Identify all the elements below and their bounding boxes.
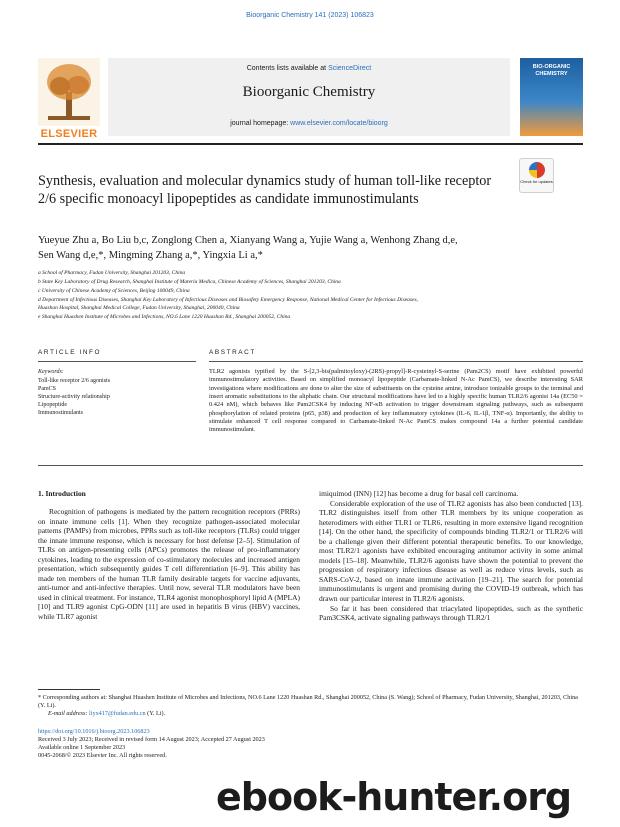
author-list bbox=[38, 233, 583, 263]
homepage-link[interactable]: www.elsevier.com/locate/bioorg bbox=[290, 120, 388, 127]
info-rule bbox=[38, 361, 196, 362]
crossmark-icon bbox=[529, 162, 545, 178]
check-for-updates-button[interactable] bbox=[519, 158, 554, 193]
homepage-prefix: journal homepage: bbox=[230, 120, 291, 127]
header-divider bbox=[38, 143, 583, 145]
keyword: Toll-like receptor 2/6 agonists bbox=[38, 378, 111, 384]
section-heading: 1. Introduction bbox=[38, 489, 86, 498]
article-info-heading: ARTICLE INFO bbox=[38, 349, 102, 356]
publication-footer bbox=[38, 728, 583, 760]
corresponding-authors-note: * Corresponding authors at: Shanghai Huashen Institute of Microbes and Infections, NO.6 Lane 1220 Huashan Rd., Shanghai 200052, China (S. Wang); School of Pharmacy, Fudan University, Shanghai, 201203, China (Y. Li). bbox=[38, 694, 578, 709]
email-label: E-mail address: bbox=[48, 710, 90, 717]
left-column bbox=[38, 507, 300, 622]
affiliation: c University of Chinese Academy of Sciences, Beijing 100049, China bbox=[38, 288, 190, 294]
keyword: Immunostimulants bbox=[38, 410, 83, 416]
abstract-rule bbox=[209, 361, 583, 362]
doi-link[interactable]: https://doi.org/10.1016/j.bioorg.2023.106823 bbox=[38, 728, 150, 735]
authors-line: Yueyue Zhu a, Bo Liu b,c, Zonglong Chen a, Xianyang Wang a, Yujie Wang a, Wenhong Zhang d,e, bbox=[38, 235, 458, 246]
journal-banner bbox=[108, 58, 510, 136]
journal-reference[interactable]: Bioorganic Chemistry 141 (2023) 106823 bbox=[246, 12, 374, 19]
paragraph: So far it has been considered that triacylated lipopeptides, such as the synthetic Pam3CSK4, activate signaling pathways through TLR2/1 bbox=[319, 603, 583, 623]
journal-header bbox=[38, 58, 583, 140]
affiliation: b State Key Laboratory of Drug Research, Shanghai Institute of Materia Medica, Chinese Academy of Sciences, Shanghai 201203, China bbox=[38, 279, 341, 285]
footnote-rule bbox=[38, 689, 100, 690]
email-line bbox=[38, 710, 583, 718]
footnote bbox=[38, 694, 583, 718]
email-link[interactable]: liyx417@fudan.edu.cn bbox=[89, 710, 146, 717]
contents-prefix: Contents lists available at bbox=[246, 65, 329, 72]
keywords-title: Keywords: bbox=[38, 369, 64, 375]
abstract-bottom-rule bbox=[38, 465, 583, 466]
contents-line bbox=[108, 65, 510, 72]
affiliation: d Department of Infectious Diseases, Shanghai Key Laboratory of Infectious Diseases and Biosafety Emergency Response, National Medical Center for Infectious Diseases, bbox=[38, 297, 418, 303]
keyword: Lipopeptide bbox=[38, 402, 67, 408]
available-online: Available online 1 September 2023 bbox=[38, 744, 126, 751]
abstract-heading: ABSTRACT bbox=[209, 349, 256, 356]
keyword: PamCS bbox=[38, 386, 57, 392]
abstract-text: TLR2 agonists typified by the S-[2,3-bis(palmitoyloxy)-(2RS)-propyl]-R-cysteinyl-S-serine (Pam2CS) motif have exhibited powerful immunostimulatory activities. Based on simplified monoacyl lipopeptide (Carbamate-linked N-Ac PamCS), we describe interesting SAR investigations where modifications are done to alter the size of substituents on the cysteine amine, introduce ionizable groups to the terminal and insert aromatic substitutions to the aliphatic chain. Our structural modifications have led to a highly specific human TLR2/6 agonist 14a (EC50 = 0.424 nM), which behaves like Pam2CSK4 by inducing NF-κB activation to trigger downstream signaling pathways, such as subsequent phosphorylation of related proteins (p65, p38) and production of key inflammatory cytokines (IL-6, IL-1β, TNF-α). Importantly, the ability to stimulate enhanced T cell response compared to Carbamate-linked N-Ac PamCS makes compound 14a a further potential candidate immunostimulant. bbox=[209, 368, 583, 434]
affiliation: e Shanghai Huashen Institute of Microbes and Infections, NO.6 Lane 1220 Huashan Rd., Shanghai 200052, China bbox=[38, 314, 291, 320]
watermark: ebook-hunter.org bbox=[216, 775, 572, 819]
homepage-line bbox=[108, 120, 510, 127]
elsevier-logo bbox=[38, 58, 100, 140]
check-updates-label: Check for updates bbox=[520, 179, 553, 184]
received-dates: Received 3 July 2023; Received in revised form 14 August 2023; Accepted 27 August 2023 bbox=[38, 736, 265, 743]
paragraph: imiquimod (INN) [12] has become a drug for basal cell carcinoma. bbox=[319, 489, 519, 498]
right-column bbox=[319, 489, 583, 623]
journal-name: Bioorganic Chemistry bbox=[242, 84, 376, 100]
affiliation: a School of Pharmacy, Fudan University, Shanghai 201203, China bbox=[38, 270, 186, 276]
keyword: Structure-activity relationship bbox=[38, 394, 110, 400]
affiliation: Huashan Hospital, Shanghai Medical College, Fudan University, Shanghai, 200040, China bbox=[38, 305, 240, 311]
copyright: 0045-2068/© 2023 Elsevier Inc. All rights reserved. bbox=[38, 752, 167, 759]
journal-cover-image[interactable] bbox=[520, 58, 583, 136]
authors-line: Sen Wang d,e,*, Mingming Zhang a,*, Yingxia Li a,* bbox=[38, 250, 263, 261]
email-suffix: (Y. Li). bbox=[145, 710, 166, 717]
paragraph: Recognition of pathogens is mediated by the pattern recognition receptors (PRRs) on innate immune cells [1]. When they recognize pathogen-associated molecular patterns (PAMPs) from microbes, PPRs such as toll-like receptors (TLRs) could trigger the innate immune response, which is necessary for host defense [2–5]. Stimulation of TLRs on antigen-presenting cells (APCs) promotes the release of pro-inflammatory cytokines, leading to the expression of co-stimulatory molecules and increased antigen presentation, which subsequently guides T cell differentiation [6–9]. This ability has made ten members of the human TLR family desirable targets for vaccine adjuvants, anti-tumor and anti-infective therapies. Until now, several TLR modulators have been used in clinical treatment. For instance, TLR4 agonist monophosphoryl lipid A (MPLA) [10] and TLR9 agonist CpG-ODN [11] are used in hepatitis B virus (HBV) vaccines, while TLR7 agonist bbox=[38, 507, 300, 622]
sciencedirect-link[interactable]: ScienceDirect bbox=[328, 65, 372, 72]
cover-title: BIO-ORGANIC CHEMISTRY bbox=[532, 64, 571, 77]
article-title: Synthesis, evaluation and molecular dynamics study of human toll-like receptor 2/6 specific monoacyl lipopeptides as candidate immunostimulants bbox=[38, 173, 492, 207]
elsevier-wordmark: ELSEVIER bbox=[40, 128, 98, 140]
paragraph: Considerable exploration of the use of TLR2 agonists has also been conducted [13]. TLR2 distinguishes itself from other TLR members by its unique cooperation as heterodimers with either TLR1 or TLR6, resulting in more extensive ligand recognition [14]. On the other hand, the specificity of compounds binding TLR2/1 or TLR2/6 will be a challenge given their different potential therapeutic benefits. To our knowledge, most TLR2/1 agonists have exhibited encouraging antitumor activity in some animal models [15–18]. Meanwhile, TLR2/6 agonists have shown the potential to prevent the progression of respiratory infectious disease as well as reduce virus levels, such as SARS-CoV-2, based on innate immune activation [19–21]. The search for potential immunostimulants is urgent and promising during the COVID-19 outbreak, which has drawn our particular interest in TLR2/6 agonists. bbox=[319, 498, 583, 604]
elsevier-tree-icon bbox=[38, 58, 100, 126]
